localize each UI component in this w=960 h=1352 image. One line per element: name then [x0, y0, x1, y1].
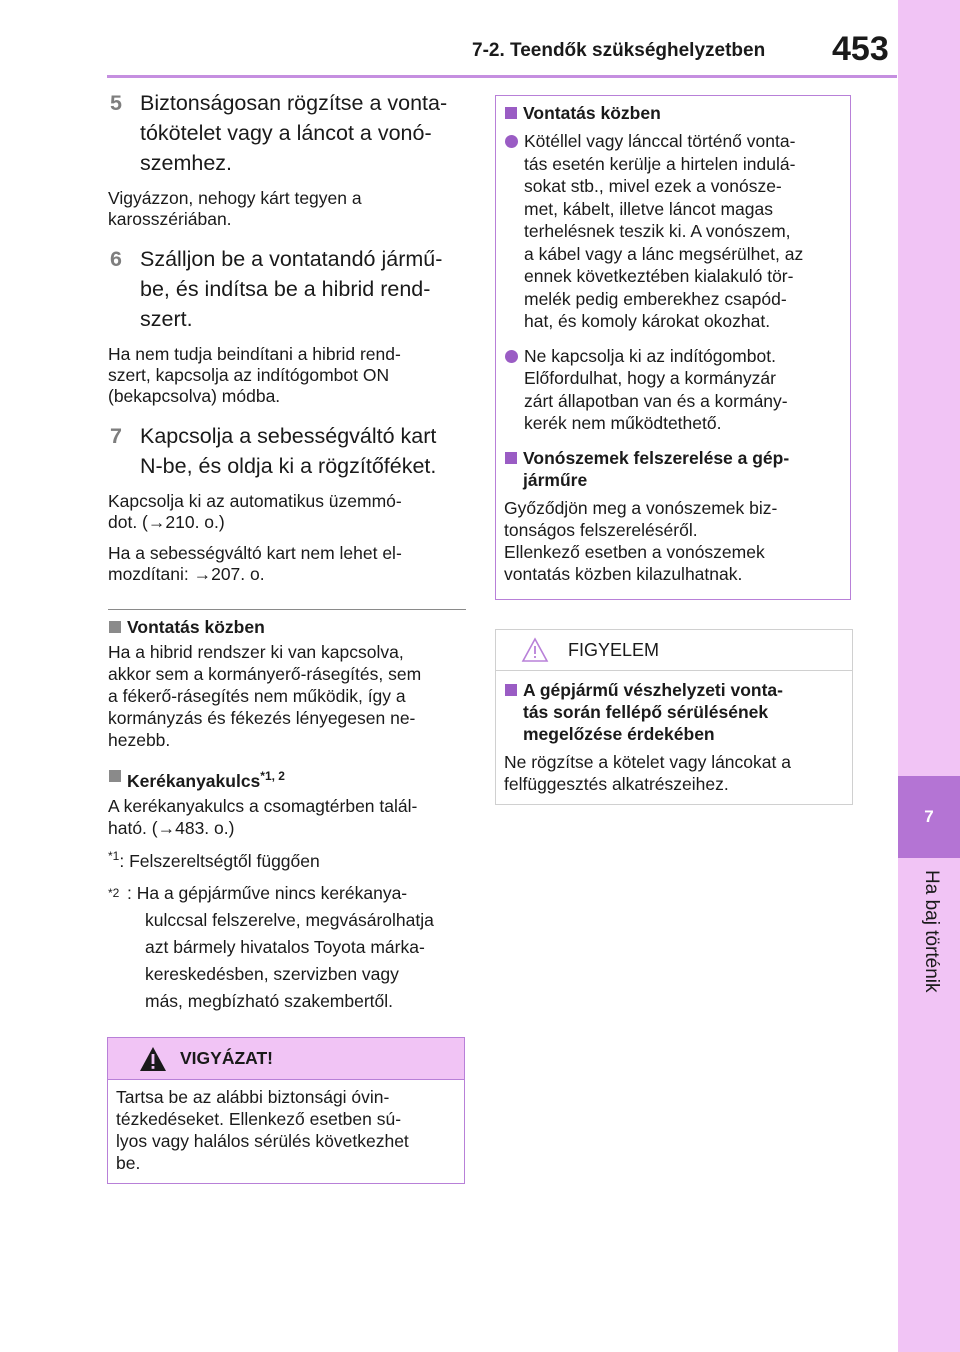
chapter-section-title: 7-2. Teendők szükséghelyzetben: [472, 40, 766, 61]
warning-line: Tartsa be az alábbi biztonsági óvin-: [116, 1087, 390, 1107]
footnote-line: : Ha a gépjárműve nincs kerékanya-: [127, 883, 408, 903]
wrench-body: [108, 795, 466, 839]
notice-box: [495, 629, 853, 805]
step-line: szemhez.: [140, 151, 233, 175]
step-5: [108, 88, 466, 178]
warning-header: [108, 1038, 464, 1080]
header-rule: [107, 75, 897, 78]
note-line: szert, kapcsolja az indítógombot ON: [108, 365, 390, 385]
step-line: be, és indítsa be a hibrid rend-: [140, 277, 431, 301]
left-column: [108, 88, 466, 1015]
note-line: Kapcsolja ki az automatikus üzemmó-: [108, 491, 402, 511]
footnote-1: [108, 845, 466, 872]
body-line: kormányzás és fékezés lényegesen ne-: [108, 708, 416, 728]
body-line: akkor sem a kormányerő-rásegítés, sem: [108, 664, 422, 684]
step-text: [140, 244, 466, 334]
step-6-note: [108, 344, 466, 407]
page-number: 453: [832, 30, 889, 68]
body-line: Ha a hibrid rendszer ki van kapcsolva,: [108, 642, 404, 662]
body-line: Ellenkező esetben a vonószemek: [504, 541, 765, 562]
square-bullet-icon: [109, 621, 121, 633]
warning-body: [108, 1080, 464, 1174]
note-line: karosszériában.: [108, 209, 232, 229]
info-bullet-2: [504, 345, 844, 435]
note-line: Vigyázzon, nehogy kárt tegyen a: [108, 188, 362, 208]
body-line: felfüggesztés alkatrészeihez.: [504, 774, 729, 794]
footnote-line: más, megbízható szakembertől.: [145, 991, 394, 1011]
step-line: szert.: [140, 307, 193, 331]
footnote-line: kereskedésben, szervizben vagy: [145, 964, 399, 984]
body-line: Győződjön meg a vonószemek biz-: [504, 497, 778, 518]
bullet-line: Kötéllel vagy lánccal történő vonta-: [524, 131, 796, 151]
heading-line: tás során fellépő sérülésének: [523, 702, 769, 722]
bullet-line: tás esetén kerülje a hirtelen indulá-: [524, 153, 796, 174]
bullet-line: Ne kapcsolja ki az indítógombot.: [524, 345, 776, 366]
step-number: 7: [110, 424, 122, 448]
step-number: 6: [110, 247, 122, 271]
square-bullet-icon: [109, 770, 121, 782]
notice-heading: [504, 679, 846, 745]
note-line: dot. (→210. o.): [108, 512, 225, 532]
info-heading-2: [504, 447, 844, 491]
step-7-note-a: [108, 491, 466, 533]
body-line: vontatás közben kilazulhatnak.: [504, 563, 743, 584]
circle-bullet-icon: [505, 350, 518, 363]
towing-body: [108, 641, 466, 751]
heading-line: megelőzése érdekében: [523, 724, 715, 744]
bullet-line: zárt állapotban van és a kormány-: [524, 390, 788, 411]
bullet-line: kerék nem működtethető.: [524, 413, 722, 433]
step-text: [140, 421, 466, 481]
footnote-2: [108, 880, 466, 1015]
note-line: Ha nem tudja beindítani a hibrid rend-: [108, 344, 401, 364]
warning-title: VIGYÁZAT!: [180, 1048, 274, 1068]
caution-triangle-icon: [520, 636, 550, 664]
square-bullet-icon: [505, 452, 517, 464]
heading-line: A gépjármű vészhelyzeti vonta-: [523, 680, 783, 700]
warning-line: be.: [116, 1153, 141, 1173]
info-bullet-1: [504, 130, 844, 333]
chapter-number: 7: [924, 807, 934, 826]
warning-line: lyos vagy halálos sérülés következhet: [116, 1131, 409, 1151]
footnote-marker: *1: [108, 849, 120, 863]
chapter-side-tab: [898, 0, 960, 1352]
bullet-line: Előfordulhat, hogy a kormányzár: [524, 368, 776, 388]
bullet-line: terhelésnek teszik ki. A vonószem,: [524, 221, 791, 241]
square-bullet-icon: [505, 107, 517, 119]
heading-text: Vontatás közben: [523, 103, 661, 123]
note-line: mozdítani: →207. o.: [108, 564, 265, 584]
heading-text: Vontatás közben: [127, 617, 265, 637]
body-line: hezebb.: [108, 730, 171, 750]
square-bullet-icon: [505, 684, 517, 696]
body-line: ható. (→483. o.): [108, 818, 235, 838]
towing-heading: [108, 616, 466, 638]
step-line: Szálljon be a vontatandó jármű-: [140, 247, 443, 271]
body-line: Ne rögzítse a kötelet vagy láncokat a: [504, 752, 791, 772]
step-number: 5: [110, 91, 122, 115]
warning-line: tézkedéseket. Ellenkező esetben sú-: [116, 1109, 402, 1129]
footnote-line: kulccsal felszerelve, megvásárolhatja: [145, 910, 434, 930]
step-line: tókötelet vagy a láncot a vonó-: [140, 121, 432, 145]
footnote-marker: *2: [108, 886, 120, 900]
heading-line: járműre: [523, 469, 588, 490]
chapter-number-box: [898, 776, 960, 858]
body-line: a fékerő-rásegítés nem működik, így a: [108, 686, 406, 706]
step-7: [108, 421, 466, 481]
circle-bullet-icon: [505, 135, 518, 148]
footnote-line: azt bármely hivatalos Toyota márka-: [145, 937, 425, 957]
notice-title: FIGYELEM: [568, 639, 660, 660]
info-body-2: [504, 497, 844, 585]
bullet-line: ennek következtében kialakuló tör-: [524, 266, 794, 286]
heading-text: Kerékanyakulcs: [127, 771, 261, 791]
info-heading: [504, 102, 844, 124]
warning-triangle-icon: [138, 1045, 168, 1073]
step-text: [140, 88, 466, 178]
footnote-text: : Felszereltségtől függően: [119, 851, 320, 871]
step-line: Kapcsolja a sebességváltó kart: [140, 424, 437, 448]
wrench-heading: [108, 765, 466, 792]
step-5-note: [108, 188, 466, 230]
step-7-note-b: [108, 543, 466, 585]
body-line: tonságos felszereléséről.: [504, 519, 698, 540]
chapter-title-vertical: Ha baj történik: [921, 870, 942, 993]
bullet-line: melék pedig emberekhez csapód-: [524, 288, 787, 309]
bullet-line: sokat stb., mivel ezek a vonósze-: [524, 176, 782, 196]
step-line: Biztonságosan rögzítse a vonta-: [140, 91, 448, 115]
notice-header: [496, 630, 852, 671]
bullet-line: hat, és komoly károkat okozhat.: [524, 311, 771, 331]
step-line: N-be, és oldja ki a rögzítőféket.: [140, 454, 437, 478]
note-line: Ha a sebességváltó kart nem lehet el-: [108, 543, 402, 563]
footnote-marker: *1, 2: [260, 769, 285, 783]
bullet-line: a kábel vagy a lánc megsérülhet, az: [524, 243, 804, 264]
note-line: (bekapcsolva) módba.: [108, 386, 281, 406]
heading-line: Vonószemek felszerelése a gép-: [523, 447, 790, 468]
body-line: A kerékanyakulcs a csomagtérben talál-: [108, 796, 418, 816]
notice-body: [496, 671, 852, 795]
step-6: [108, 244, 466, 334]
notice-text: [504, 751, 846, 795]
warning-box: [107, 1037, 465, 1184]
bullet-line: met, kábelt, illetve láncot magas: [524, 198, 774, 219]
section-divider: [108, 609, 466, 610]
info-box: [495, 95, 851, 600]
